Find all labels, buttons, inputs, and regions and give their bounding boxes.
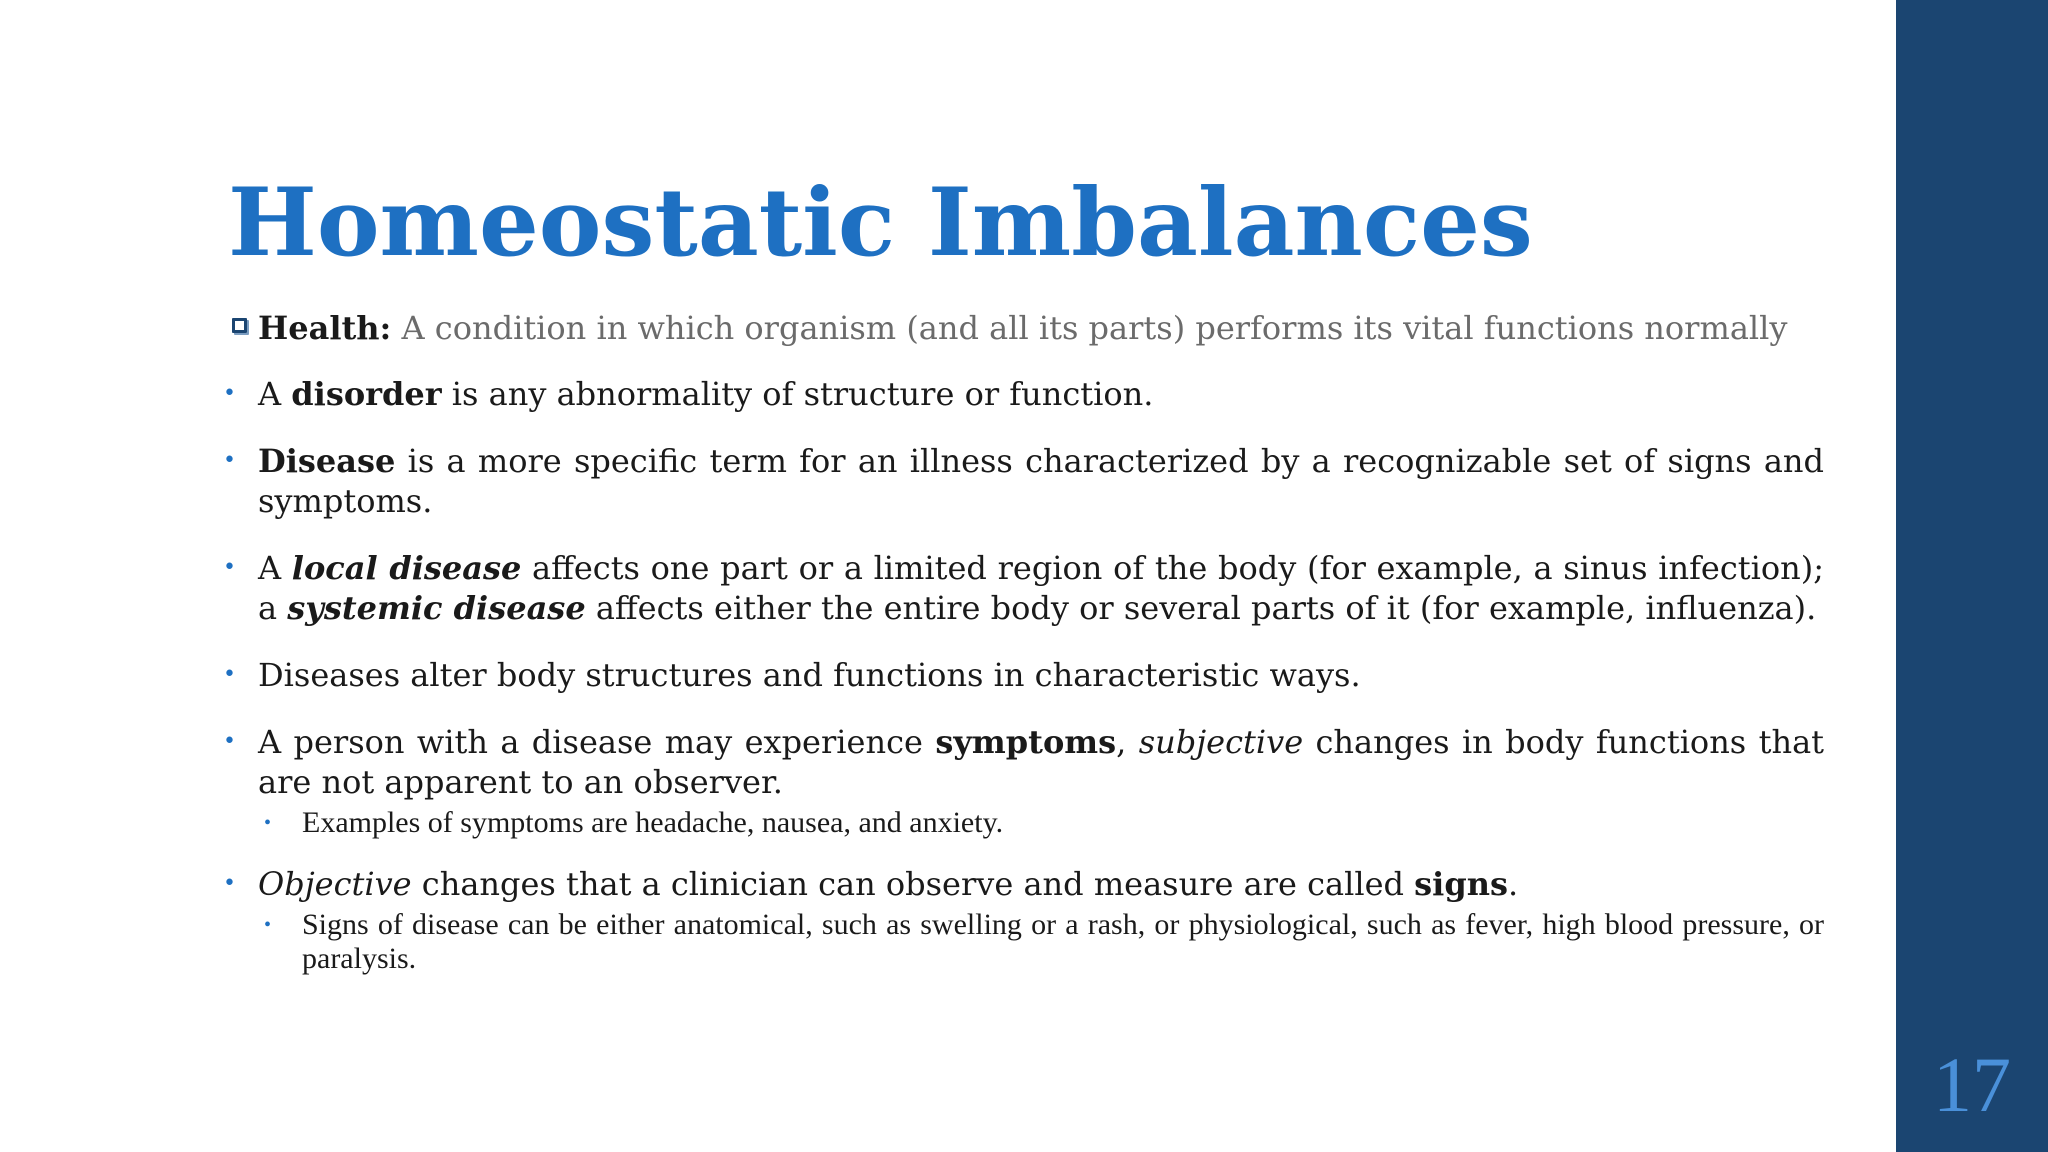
health-definition-text: A condition in which organism (and all its parts) performs its vital functions normally: [391, 309, 1788, 347]
bullet-dot-icon: •: [223, 729, 236, 754]
page-number: 17: [1933, 1041, 2011, 1128]
term-disorder: disorder: [291, 375, 442, 413]
bullet-dot-icon: •: [223, 381, 236, 406]
term-local-disease: local disease: [291, 549, 522, 587]
bullet-text: A person with a disease may experience: [258, 723, 936, 761]
term-signs: signs: [1414, 865, 1508, 903]
term-systemic-disease: systemic disease: [287, 589, 586, 627]
bullet-dot-icon: •: [264, 914, 272, 936]
bullet-dot-icon: •: [223, 871, 236, 896]
term-symptoms: symptoms: [935, 723, 1117, 761]
checkbox-icon: [232, 318, 247, 333]
term-objective: Objective: [258, 865, 412, 903]
bullet-text: Diseases alter body structures and functions in characteristic ways.: [258, 656, 1361, 694]
bullet-alter: [218, 655, 1824, 695]
health-label: Health:: [258, 309, 392, 347]
side-accent-bar: [1896, 0, 2048, 1152]
bullet-dot-icon: •: [264, 812, 272, 834]
bullet-text: changes that a clinician can observe and measure are called: [411, 865, 1415, 903]
bullet-text: ,: [1116, 723, 1139, 761]
term-disease: Disease: [258, 442, 396, 480]
bullet-signs: [218, 864, 1824, 904]
sub-bullet-text: Signs of disease can be either anatomical, such as swelling or a rash, or physiological, such as fever, high blood pressure, or paralysis.: [302, 908, 1824, 975]
sub-bullet-signs-examples: [262, 908, 1824, 976]
bullet-symptoms: [218, 722, 1824, 802]
bullet-text: .: [1507, 865, 1519, 903]
bullet-text: changes in body functions that are not apparent to an observer.: [258, 723, 1825, 801]
slide-title: Homeostatic Imbalances: [228, 168, 1533, 278]
bullet-text: affects either the entire body or several parts of it (for example, influenza).: [585, 589, 1817, 627]
slide-content: [218, 308, 1824, 976]
bullet-text: A: [258, 375, 292, 413]
bullet-text: is a more specific term for an illness characterized by a recognizable set of signs and symptoms.: [258, 442, 1824, 520]
bullet-disease: [218, 441, 1824, 521]
bullet-dot-icon: •: [223, 555, 236, 580]
bullet-text: is any abnormality of structure or function.: [441, 375, 1154, 413]
bullet-text: A: [258, 549, 292, 587]
bullet-dot-icon: •: [223, 448, 236, 473]
bullet-text: affects one part or a limited region of the body (for example, a sinus infection); a: [258, 549, 1825, 627]
health-definition: [218, 308, 1824, 348]
bullet-dot-icon: •: [223, 662, 236, 687]
bullet-disorder: [218, 374, 1824, 414]
sub-bullet-symptoms-examples: [262, 806, 1824, 840]
term-subjective: subjective: [1138, 723, 1304, 761]
bullet-local-systemic: [218, 548, 1824, 628]
sub-bullet-text: Examples of symptoms are headache, nausea, and anxiety.: [302, 806, 1004, 839]
